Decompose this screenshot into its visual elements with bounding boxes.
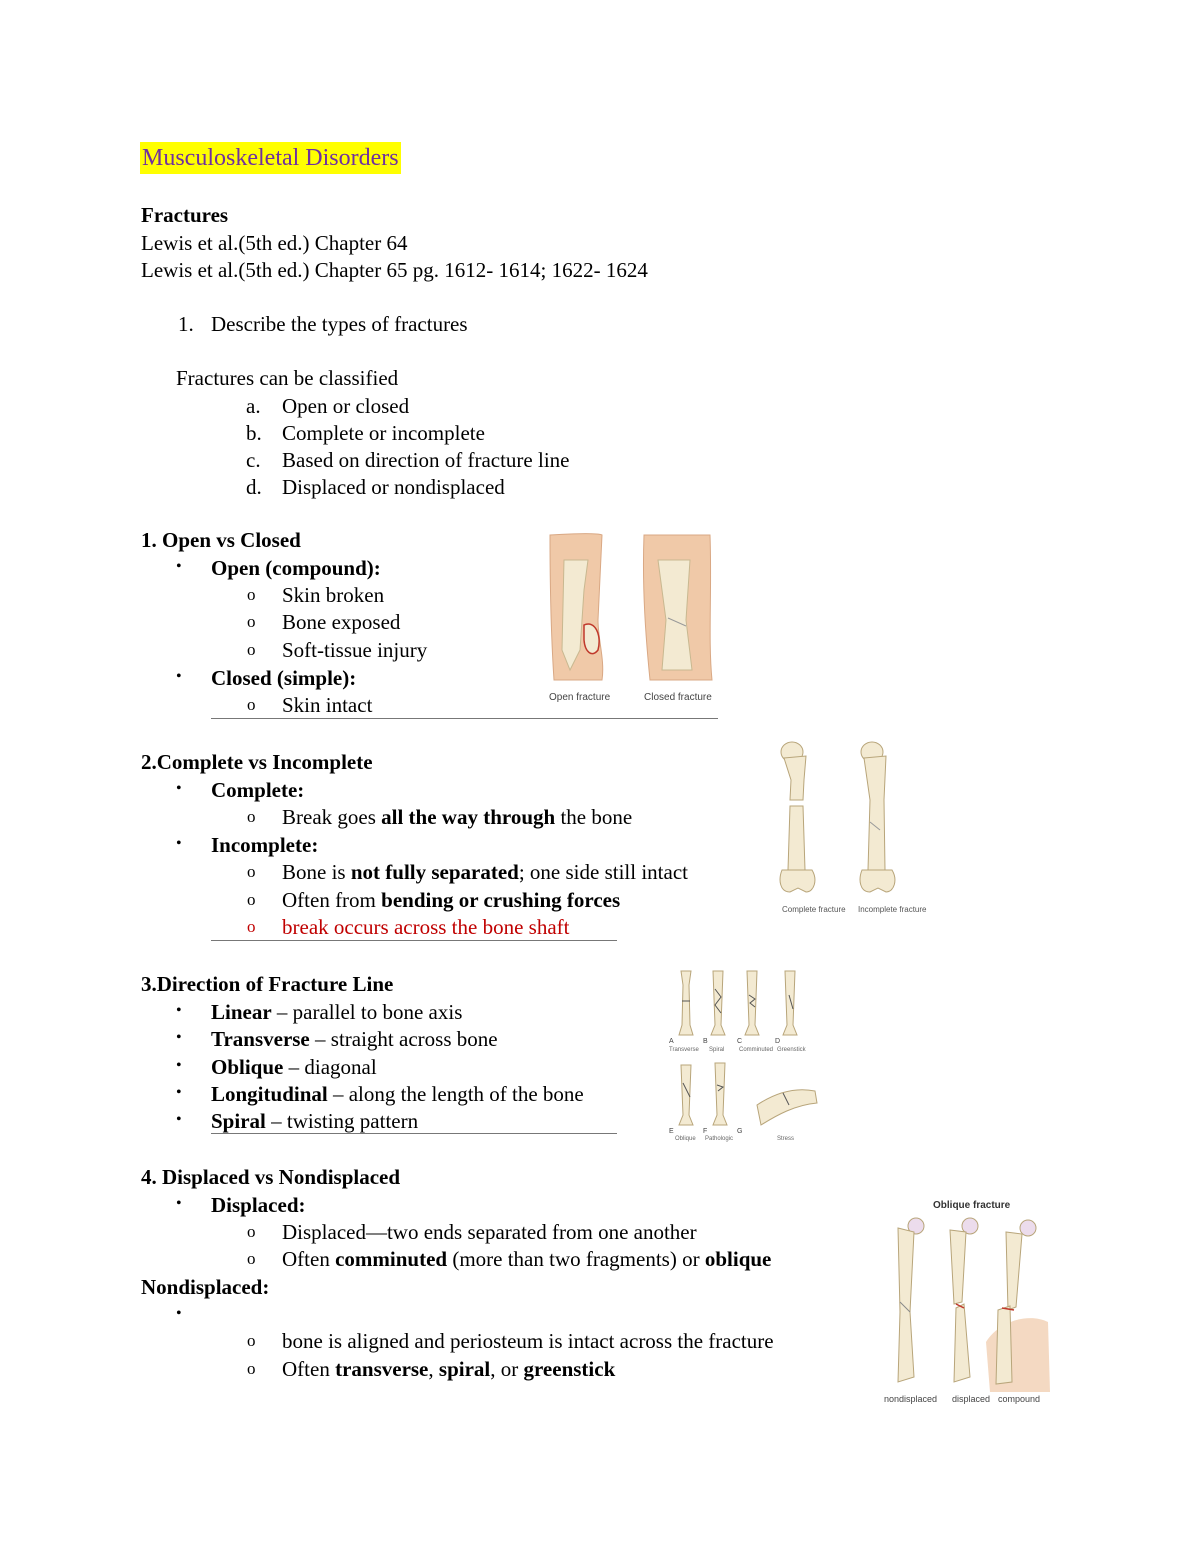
bullet-marker: • [176, 668, 182, 685]
fig4-label-compound: compound [998, 1394, 1041, 1404]
sub-marker: o [247, 862, 256, 881]
open-label: Open (compound): [211, 556, 381, 580]
fig-letter: F [703, 1128, 708, 1135]
bullet-marker: • [176, 1195, 182, 1212]
closed-item: Skin intact [282, 693, 373, 717]
fracture-line-item: Oblique – diagonal [211, 1055, 377, 1079]
sub-marker: o [247, 1222, 256, 1241]
nondisplaced-label: Nondisplaced: [141, 1275, 270, 1299]
oblique-fracture-figure [878, 1192, 1058, 1410]
fig4-title: Oblique fracture [933, 1200, 1011, 1211]
fig-letter: G [737, 1128, 743, 1135]
bullet-marker: • [176, 780, 182, 797]
fig-letter: E [669, 1128, 674, 1135]
bullet-marker: • [176, 1111, 182, 1128]
fracture-line-item: Linear – parallel to bone axis [211, 1000, 463, 1024]
fig-caption: Stress [777, 1136, 795, 1142]
question-number: 1. [178, 312, 194, 336]
sub-marker: o [247, 585, 256, 604]
sub-marker: o [247, 890, 256, 909]
displaced-item: Often comminuted (more than two fragments) or oblique [282, 1247, 772, 1271]
complete-incomplete-figure [770, 740, 927, 925]
fig-letter: C [737, 1038, 743, 1045]
displaced-label: Displaced: [211, 1193, 306, 1217]
section-4-heading: 4. Displaced vs Nondisplaced [141, 1165, 401, 1189]
bullet-marker: • [176, 1002, 182, 1019]
bullet-marker: • [176, 835, 182, 852]
sub-marker: o [247, 640, 256, 659]
nondisplaced-item: Often transverse, spiral, or greenstick [282, 1357, 616, 1381]
class-letter: d. [246, 475, 262, 499]
class-item: Open or closed [282, 394, 410, 418]
fracture-line-item: Transverse – straight across bone [211, 1027, 498, 1051]
fig-caption: Oblique [675, 1136, 696, 1142]
class-letter: b. [246, 421, 262, 445]
fig-label-open: Open fracture [549, 692, 611, 703]
section-2-rule [211, 940, 617, 941]
reference-1: Lewis et al.(5th ed.) Chapter 64 [141, 231, 408, 255]
incomplete-label: Incomplete: [211, 833, 319, 857]
classified-intro: Fractures can be classified [176, 366, 399, 390]
fig-letter: D [775, 1038, 781, 1045]
fractures-heading: Fractures [141, 203, 229, 227]
fig4-label-displaced: displaced [952, 1394, 991, 1404]
reference-2: Lewis et al.(5th ed.) Chapter 65 pg. 1612- 1614; 1622- 1624 [141, 258, 648, 282]
section-3-rule [211, 1133, 617, 1134]
closed-label: Closed (simple): [211, 666, 357, 690]
incomplete-item: Often from bending or crushing forces [282, 888, 621, 912]
sub-marker: o [247, 1359, 256, 1378]
open-closed-figure [540, 530, 730, 710]
fracture-types-figure [665, 965, 830, 1145]
incomplete-item: Bone is not fully separated; one side still intact [282, 860, 688, 884]
fig-label-complete: Complete fracture [782, 905, 846, 914]
section-3-heading: 3.Direction of Fracture Line [141, 972, 394, 996]
class-item: Complete or incomplete [282, 421, 485, 445]
fig-letter: B [703, 1038, 708, 1045]
question-text: Describe the types of fractures [211, 312, 468, 336]
fig-caption: Transverse [669, 1047, 699, 1053]
fig-letter: A [669, 1038, 674, 1045]
fig4-label-nondisplaced: nondisplaced [884, 1394, 938, 1404]
sub-marker: o [247, 1331, 256, 1350]
displaced-item: Displaced—two ends separated from one another [282, 1220, 697, 1244]
class-letter: c. [246, 448, 261, 472]
complete-label: Complete: [211, 778, 305, 802]
fig-caption: Greenstick [777, 1047, 806, 1053]
sub-marker: o [247, 1249, 256, 1268]
fig-caption: Comminuted [739, 1047, 774, 1053]
sub-marker: o [247, 917, 256, 936]
open-item: Skin broken [282, 583, 385, 607]
bullet-marker: • [176, 1057, 182, 1074]
sub-marker: o [247, 612, 256, 631]
incomplete-item-red: break occurs across the bone shaft [282, 915, 570, 939]
fig-label-closed: Closed fracture [644, 692, 712, 703]
open-item: Soft-tissue injury [282, 638, 428, 662]
section-1-heading: 1. Open vs Closed [141, 528, 301, 552]
bullet-marker: • [176, 1084, 182, 1101]
sub-marker: o [247, 695, 256, 714]
fracture-line-item: Spiral – twisting pattern [211, 1109, 419, 1133]
document-title: Musculoskeletal Disorders [140, 142, 401, 174]
class-letter: a. [246, 394, 261, 418]
open-item: Bone exposed [282, 610, 401, 634]
fig-label-incomplete: Incomplete fracture [858, 905, 927, 914]
fig-caption: Pathologic [705, 1136, 734, 1142]
bullet-marker: • [176, 1305, 182, 1322]
nondisplaced-item: bone is aligned and periosteum is intact across the fracture [282, 1329, 774, 1353]
class-item: Displaced or nondisplaced [282, 475, 505, 499]
sub-marker: o [247, 807, 256, 826]
fig-caption: Spiral [709, 1047, 725, 1053]
bullet-marker: • [176, 558, 182, 575]
complete-item: Break goes all the way through the bone [282, 805, 633, 829]
class-item: Based on direction of fracture line [282, 448, 570, 472]
section-1-rule [211, 718, 718, 719]
section-2-heading: 2.Complete vs Incomplete [141, 750, 373, 774]
bullet-marker: • [176, 1029, 182, 1046]
fracture-line-item: Longitudinal – along the length of the bone [211, 1082, 584, 1106]
